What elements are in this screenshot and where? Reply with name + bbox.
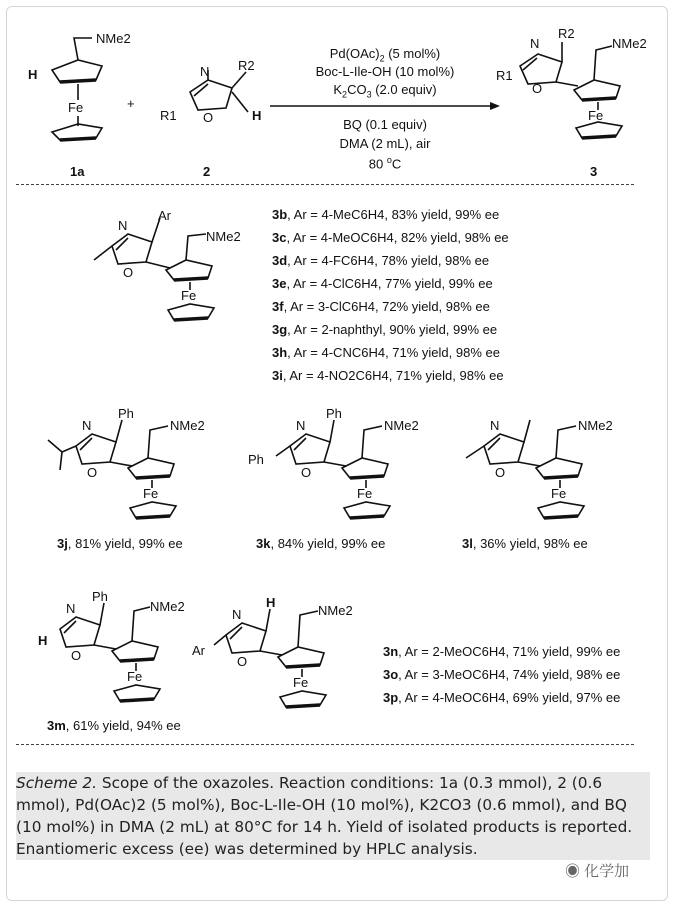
nme2-label: NMe2 <box>96 31 131 46</box>
result-row: 3g, Ar = 2-naphthyl, 90% yield, 99% ee <box>272 322 498 337</box>
compound-label-2: 2 <box>203 164 211 179</box>
result-row: 3i, Ar = 4-NO2C6H4, 71% yield, 98% ee <box>272 368 504 383</box>
fe-label: Fe <box>551 486 567 501</box>
ar-label: Ar <box>158 208 171 223</box>
structures-3j-3l <box>0 396 674 526</box>
nme2-label-3: NMe2 <box>612 36 647 51</box>
fe-label: Fe <box>127 669 143 684</box>
results-list-3n-3p <box>383 640 620 709</box>
nme2-label: NMe2 <box>318 603 353 618</box>
n-atom: N <box>66 601 76 616</box>
result-row: 3c, Ar = 4-MeOC6H4, 82% yield, 98% ee <box>272 230 509 245</box>
r1-label: R1 <box>160 108 177 123</box>
o-atom: O <box>301 465 312 480</box>
o-atom: O <box>237 654 248 669</box>
result-row: 3f, Ar = 3-ClC6H4, 72% yield, 98% ee <box>272 299 490 314</box>
n-atom: N <box>296 418 306 433</box>
r1-label-3: R1 <box>496 68 513 83</box>
condition-temperature: 80 $^o$C <box>368 155 402 172</box>
nme2-label: NMe2 <box>206 229 241 244</box>
n-atom: N <box>200 64 210 79</box>
result-row: 3d, Ar = 4-FC6H4, 78% yield, 98% ee <box>272 253 490 268</box>
n-atom: N <box>232 607 242 622</box>
ph-label: Ph <box>118 406 134 421</box>
result-row: 3o, Ar = 3-MeOC6H4, 74% yield, 98% ee <box>383 667 621 682</box>
n-atom-3: N <box>530 36 540 51</box>
result-row: 3h, Ar = 4-CNC6H4, 71% yield, 98% ee <box>272 345 500 360</box>
o-atom-3: O <box>532 81 543 96</box>
n-atom: N <box>490 418 500 433</box>
nme2-label: NMe2 <box>170 418 205 433</box>
o-atom: O <box>123 265 134 280</box>
fe-label-3: Fe <box>588 108 604 123</box>
result-row: 3n, Ar = 2-MeOC6H4, 71% yield, 99% ee <box>383 644 621 659</box>
result-3k: 3k, 84% yield, 99% ee <box>256 536 386 551</box>
result-row: 3e, Ar = 4-ClC6H4, 77% yield, 99% ee <box>272 276 493 291</box>
divider-1 <box>16 184 634 185</box>
h-atom: H <box>266 595 276 610</box>
result-row: 3p, Ar = 4-MeOC6H4, 69% yield, 97% ee <box>383 690 621 705</box>
h-atom: H <box>38 633 48 648</box>
condition-solvent: DMA (2 mL), air <box>339 136 431 151</box>
condition-oxidant: BQ (0.1 equiv) <box>343 117 427 132</box>
h-atom: H <box>28 67 38 82</box>
condition-catalyst: $Pd(OAc)_2$ (5 mol%) <box>329 46 441 64</box>
r2-label-3: R2 <box>558 26 575 41</box>
ph-label: Ph <box>326 406 342 421</box>
condition-base: $K_2CO_3$ (2.0 equiv) <box>333 82 437 100</box>
ar-label: Ar <box>192 643 205 658</box>
n-atom: N <box>118 218 128 233</box>
n-atom: N <box>82 418 92 433</box>
nme2-label: NMe2 <box>384 418 419 433</box>
ph-label: Ph <box>92 589 108 604</box>
o-atom: O <box>495 465 506 480</box>
fe-label: Fe <box>68 100 84 115</box>
fe-label: Fe <box>181 288 197 303</box>
compound-label-1a: 1a <box>70 164 85 179</box>
compound-label-3: 3 <box>590 164 598 179</box>
fe-label: Fe <box>357 486 373 501</box>
result-3j: 3j, 81% yield, 99% ee <box>57 536 183 551</box>
result-3m: 3m, 61% yield, 94% ee <box>47 718 181 733</box>
h-atom-2: H <box>252 108 262 123</box>
divider-2 <box>16 744 634 745</box>
o-atom: O <box>203 110 214 125</box>
fe-label: Fe <box>143 486 159 501</box>
condition-ligand: Boc-L-Ile-OH (10 mol%) <box>315 64 455 79</box>
fe-label: Fe <box>293 675 309 690</box>
r2-label: R2 <box>238 58 255 73</box>
nme2-label: NMe2 <box>578 418 613 433</box>
ferrocene-1a <box>52 38 102 140</box>
results-list-3b-3i <box>272 203 509 387</box>
scheme-caption <box>16 772 650 860</box>
result-3l: 3l, 36% yield, 98% ee <box>462 536 588 551</box>
nme2-label: NMe2 <box>150 599 185 614</box>
o-atom: O <box>71 648 82 663</box>
oxazole-2 <box>190 70 248 112</box>
arrowhead <box>490 102 500 110</box>
caption-text: Scope of the oxazoles. Reaction conditions: 1a (0.3 mmol), 2 (0.6 mmol), Pd(OAc)2 (5 mol%), Boc-L-Ile-OH (10 mol%), K2CO3 (0.6 mmol), and BQ (10 mol%) in DMA (2 mL) at 80°C for 14 h. Yield of isolated products is reported. Enantiomeric excess (ee) was determined by HPLC analysis. <box>16 774 633 858</box>
plus-sign: + <box>127 96 135 111</box>
result-row: 3b, Ar = 4-MeC6H4, 83% yield, 99% ee <box>272 207 500 222</box>
caption-label: Scheme 2. <box>16 774 97 792</box>
ph-label: Ph <box>248 452 264 467</box>
o-atom: O <box>87 465 98 480</box>
watermark: ◉ 化学加 <box>565 863 630 880</box>
